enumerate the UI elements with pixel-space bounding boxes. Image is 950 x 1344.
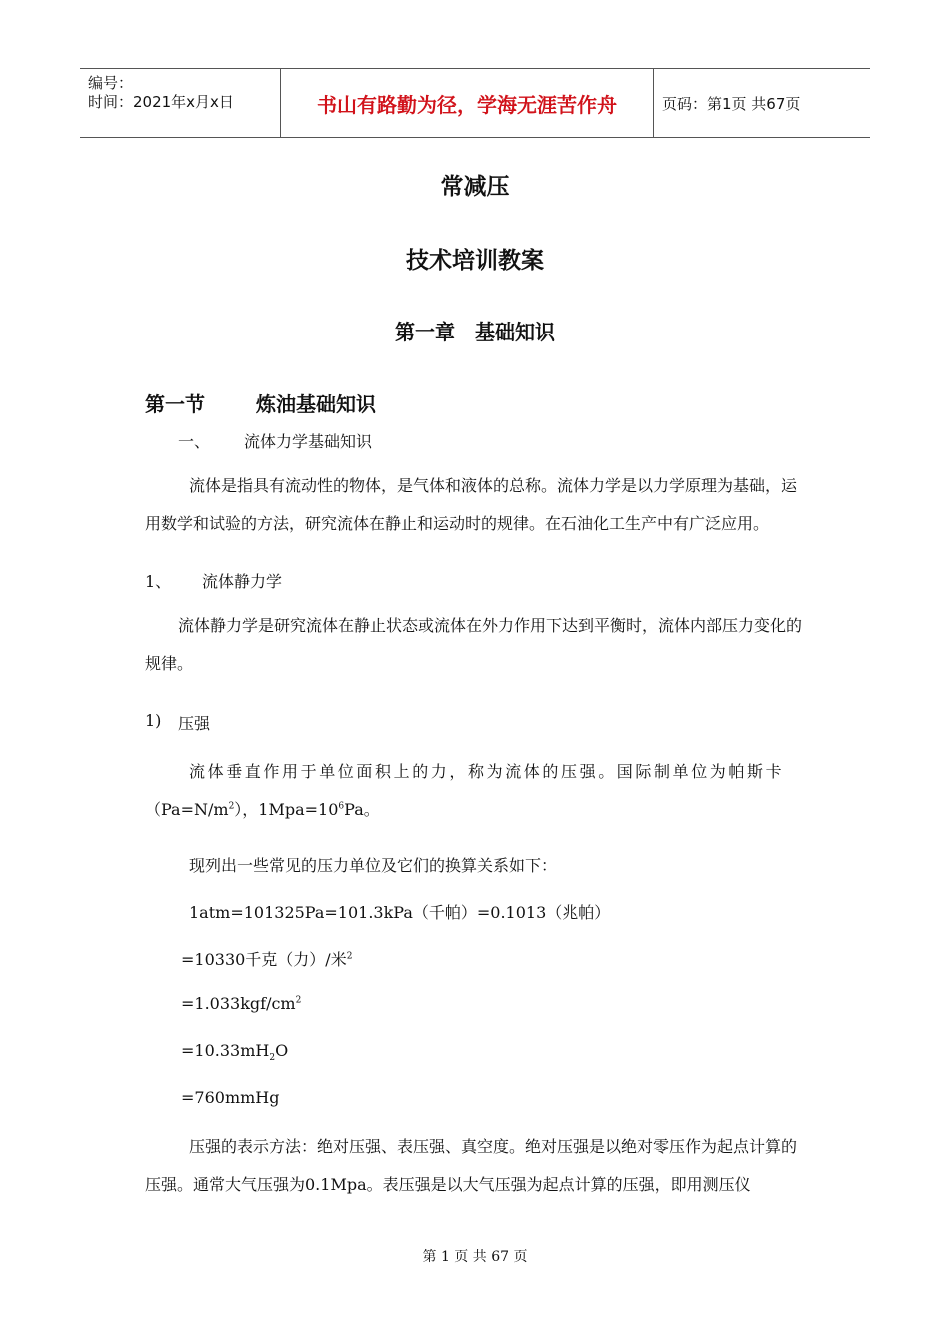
time-label: 时间：2021年x月x日 [88,93,234,111]
main-title: 常减压 [440,174,510,200]
item-number: 1、 [145,572,172,591]
number-label: 编号： [88,74,134,92]
header-table [80,68,870,138]
subitem-title: 压强 [178,714,211,733]
section-title: 炼油基础知识 [256,392,376,416]
conversion-kg: =10330千克（力）/米$^2$ [181,950,353,969]
conversion-atm: 1atm=101325Pa=101.3kPa（千帕）=0.1013（兆帕） [189,903,611,922]
chapter-title: 第一章 基础知识 [395,320,555,344]
sub-title: 技术培训教案 [406,248,544,274]
conversion-kgf: $=1.033kgf/cm^2$ [181,994,302,1013]
subsection-number: 一、 [178,432,211,451]
subsection-title: 流体力学基础知识 [244,432,373,451]
item-title: 流体静力学 [202,572,283,591]
paragraph-pressure-types: 压强的表示方法：绝对压强、表压强、真空度。绝对压强是以绝对零压作为起点计算的压强。通常大气压强为0.1Mpa。表压强是以大气压强为起点计算的压强，即用测压仪 [145,1137,798,1194]
paragraph-fluid-statics: 流体静力学是研究流体在静止状态或流体在外力作用下达到平衡时，流体内部压力变化的规律。 [145,616,803,673]
pressure-definition-line2: $(Pa=N/m^2)$，$1Mpa=10^6Pa$。 [145,800,380,819]
pressure-definition-line1: 流体垂直作用于单位面积上的力，称为流体的压强。国际制单位为帕斯卡 [189,762,785,781]
subitem-number: 1) [145,711,162,730]
section-number: 第一节 [145,392,205,416]
paragraph-fluid-definition: 流体是指具有流动性的物体，是气体和液体的总称。流体力学是以力学原理为基础，运用数学和试验的方法，研究流体在静止和运动时的规律。在石油化工生产中有广泛应用。 [145,476,798,533]
conversion-mercury: =760mmHg [181,1088,280,1107]
page-footer: 第 1 页 共 67 页 [422,1249,528,1265]
motto-cell: 书山有路勤为径，学海无涯苦作舟 [281,69,654,137]
header-info-cell [80,69,281,137]
conversion-intro: 现列出一些常见的压力单位及它们的换算关系如下： [189,856,558,875]
page-info-cell: 页码：第1页 共67页 [662,94,801,113]
conversion-water: $=10.33mH_2O$ [181,1041,289,1064]
